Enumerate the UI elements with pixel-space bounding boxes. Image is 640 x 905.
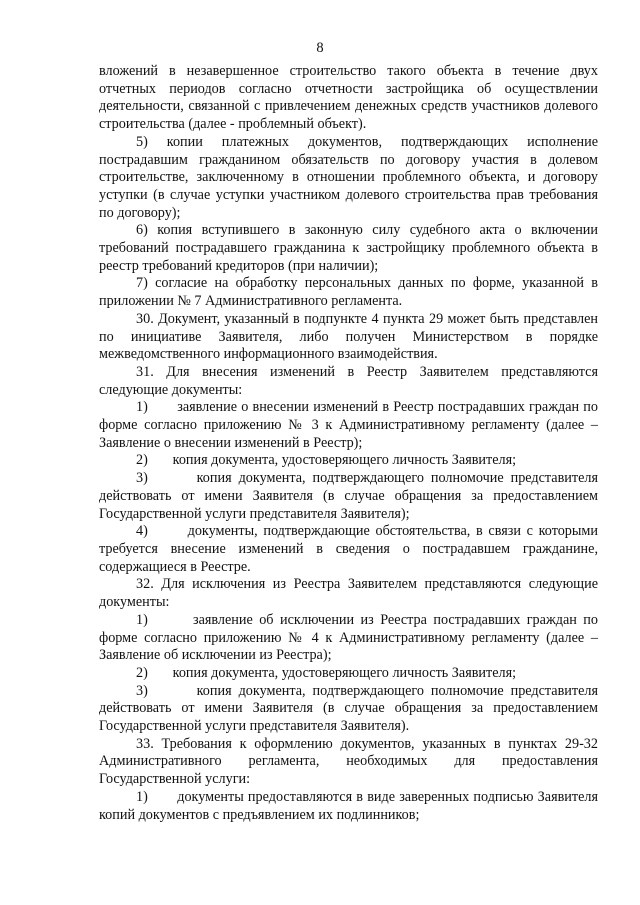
paragraph-clause-33: 33. Требования к оформлению документов, указанных в пунктах 29-32 Административного регламента, необходимых для предоставления Государственной услуги: [99,735,598,788]
paragraph-33-item-1: 1) документы предоставляются в виде заверенных подписью Заявителя копий документов с предъявлением их подлинников; [99,788,598,823]
paragraph-clause-30: 30. Документ, указанный в подпункте 4 пункта 29 может быть представлен по инициативе Заявителя, либо получен Министерством в порядке межведомственного информационного взаимодействия. [99,310,598,363]
paragraph-31-item-1: 1) заявление о внесении изменений в Реестр пострадавших граждан по форме согласно приложению № 3 к Административному регламенту (далее – Заявление о внесении изменений в Реестр); [99,399,598,451]
paragraph-item-5: 5) копии платежных документов, подтверждающих исполнение пострадавшим гражданином обязательств по договору участия в долевом строительстве, заключенному в отношении проблемного объекта, и договору уступки (в случае уступки участником долевого строительства прав требования по договору); [99,133,598,221]
paragraph-continuation: вложений в незавершенное строительство такого объекта в течение двух отчетных периодов согласно отчетности застройщика об осуществлении деятельности, связанной с привлечением денежных средств участников долевого строительства (далее - проблемный объект). [99,63,598,133]
paragraph-item-6: 6) копия вступившего в законную силу судебного акта о включении требований пострадавшего гражданина к застройщику проблемного объекта в реестр требований кредиторов (при наличии); [99,222,598,274]
document-body [99,63,598,824]
paragraph-32-item-1: 1) заявление об исключении из Реестра пострадавших граждан по форме согласно приложению № 4 к Административному регламенту (далее – Заявление об исключении из Реестра); [99,611,598,664]
page-number: 8 [316,40,324,56]
paragraph-clause-32: 32. Для исключения из Реестра Заявителем представляются следующие документы: [99,576,598,611]
paragraph-31-item-2: 2) копия документа, удостоверяющего личность Заявителя; [136,452,517,469]
paragraph-31-item-3: 3) копия документа, подтверждающего полномочие представителя действовать от имени Заявителя (в случае обращения за предоставлением Государственной услуги представителя Заявителя); [99,470,598,522]
paragraph-item-7: 7) согласие на обработку персональных данных по форме, указанной в приложении № 7 Административного регламента. [99,275,598,310]
paragraph-clause-31: 31. Для внесения изменений в Реестр Заявителем представляются следующие документы: [99,363,598,398]
paragraph-32-item-3: 3) копия документа, подтверждающего полномочие представителя действовать от имени Заявителя (в случае обращения за предоставлением Государственной услуги представителя Заявителя). [99,682,598,735]
paragraph-32-item-2: 2) копия документа, удостоверяющего личность Заявителя; [136,664,517,681]
paragraph-31-item-4: 4) документы, подтверждающие обстоятельства, в связи с которыми требуется внесение изменений в сведения о пострадавшем гражданине, содержащиеся в Реестре. [99,523,598,575]
